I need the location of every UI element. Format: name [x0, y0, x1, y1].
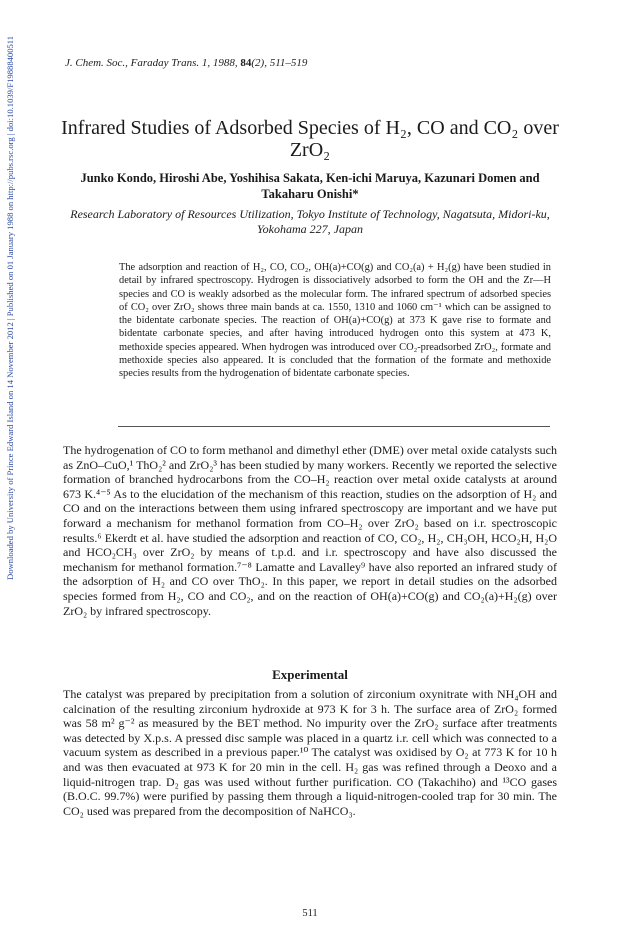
affiliation: Research Laboratory of Resources Utilization, Tokyo Institute of Technology, Nagatsuta, Midori-ku, Yokohama 227, Japan [70, 207, 550, 236]
abstract: The adsorption and reaction of H₂, CO, CO₂, OH(a)+CO(g) and CO₂(a) + H₂(g) have been studied in detail by infrared spectroscopy. Hydrogen is dissociatively adsorbed to form the OH and the Zr—H species and CO is weakly adsorbed as the molecular form. The infrared spectrum of adsorbed species of CO₂ over ZrO₂ shows three main bands at ca. 1550, 1310 and 1060 cm⁻¹ which can be assigned to the bidentate carbonate species. The reaction of OH(a)+CO(g) at 373 K gave rise to formate and bidentate carbonate species, and after having introduced hydrogen onto this system at 473 K, methoxide species appeared. When hydrogen was introduced over CO₂-preadsorbed ZrO₂, formate and methoxide species also appeared. It is concluded that the formation of the formate and methoxide species results from the hydrogenation of bidentate carbonate species. [119, 262, 551, 380]
download-watermark [2, 35, 28, 580]
intro-paragraph: The hydrogenation of CO to form methanol and dimethyl ether (DME) over metal oxide catalysts such as ZnO–CuO,¹ ThO₂² and ZrO₂³ has been studied by many workers. Recently we reported the selective formation of branched hydrocarbons from the CO–H₂ reaction over metal oxide catalysts at around 673 K.⁴⁻⁵ As to the elucidation of the mechanism of this reaction, studies on the adsorption of H₂ and CO and on the interactions between them using infrared spectroscopy are important and we have put forward a mechanism for methanol formation from CO–H₂ over ZrO₂ based on i.r. spectroscopic results.⁶ Ekerdt et al. have studied the adsorption and reaction of CO, CO₂, H₂, CH₃OH, HCO₂H, H₂O and HCO₂CH₃ over ZrO₂ by means of t.p.d. and i.r. spectroscopy and have also discussed the mechanism for methanol formation.⁷⁻⁸ Lamatte and Lavalley⁹ have also reported an infrared study of the adsorption of H₂ and CO over ThO₂. In this paper, we report in detail studies on the adsorbed species formed from H₂, CO and CO₂, and on the reaction of OH(a)+CO(g) and CO₂(a)+H₂(g) over ZrO₂ by infrared spectroscopy. [63, 443, 557, 618]
journal-name: J. Chem. Soc., Faraday Trans. 1, [65, 57, 211, 69]
download-watermark-text: Downloaded by University of Prince Edward Island on 14 November 2012 | Published on 01 January 1988 on http://pubs.rsc.org | doi:10.1039/F19888400511 [5, 35, 15, 580]
experimental-paragraph: The catalyst was prepared by precipitation from a solution of zirconium oxynitrate with NH₄OH and calcination of the resulting zirconium hydroxide at 973 K for 3 h. The surface area of ZrO₂ formed was 58 m² g⁻² as measured by the BET method. No impurity over the ZrO₂ surface after treatments was detected by X.p.s. A pressed disc sample was placed in a quartz i.r. cell which was connected to a vacuum system as described in a previous paper.¹⁰ The catalyst was oxidised by O₂ at 773 K for 10 h and was then evacuated at 973 K for 20 min in the cell. H₂ gas was refined through a Deoxo and a liquid-nitrogen trap. D₂ gas was used without further purification. CO (Takachiho) and ¹³CO gases (B.O.C. 99.7%) were purified by passing them through a liquid-nitrogen-cooled trap for 30 min. The CO₂ used was prepared from the decomposition of NaHCO₃. [63, 687, 557, 818]
journal-citation [65, 57, 585, 69]
page-number: 511 [302, 908, 318, 919]
journal-issue-pages: (2), 511–519 [251, 57, 308, 69]
section-heading-experimental: Experimental [272, 667, 348, 682]
abstract-divider [118, 426, 550, 427]
author-list: Junko Kondo, Hiroshi Abe, Yoshihisa Sakata, Ken-ichi Maruya, Kazunari Domen and Takaharu Onishi* [80, 171, 540, 201]
journal-year: 1988, [212, 57, 238, 69]
paper-title: Infrared Studies of Adsorbed Species of H₂, CO and CO₂ over ZrO₂ [61, 117, 559, 161]
journal-volume: 84 [240, 57, 252, 69]
